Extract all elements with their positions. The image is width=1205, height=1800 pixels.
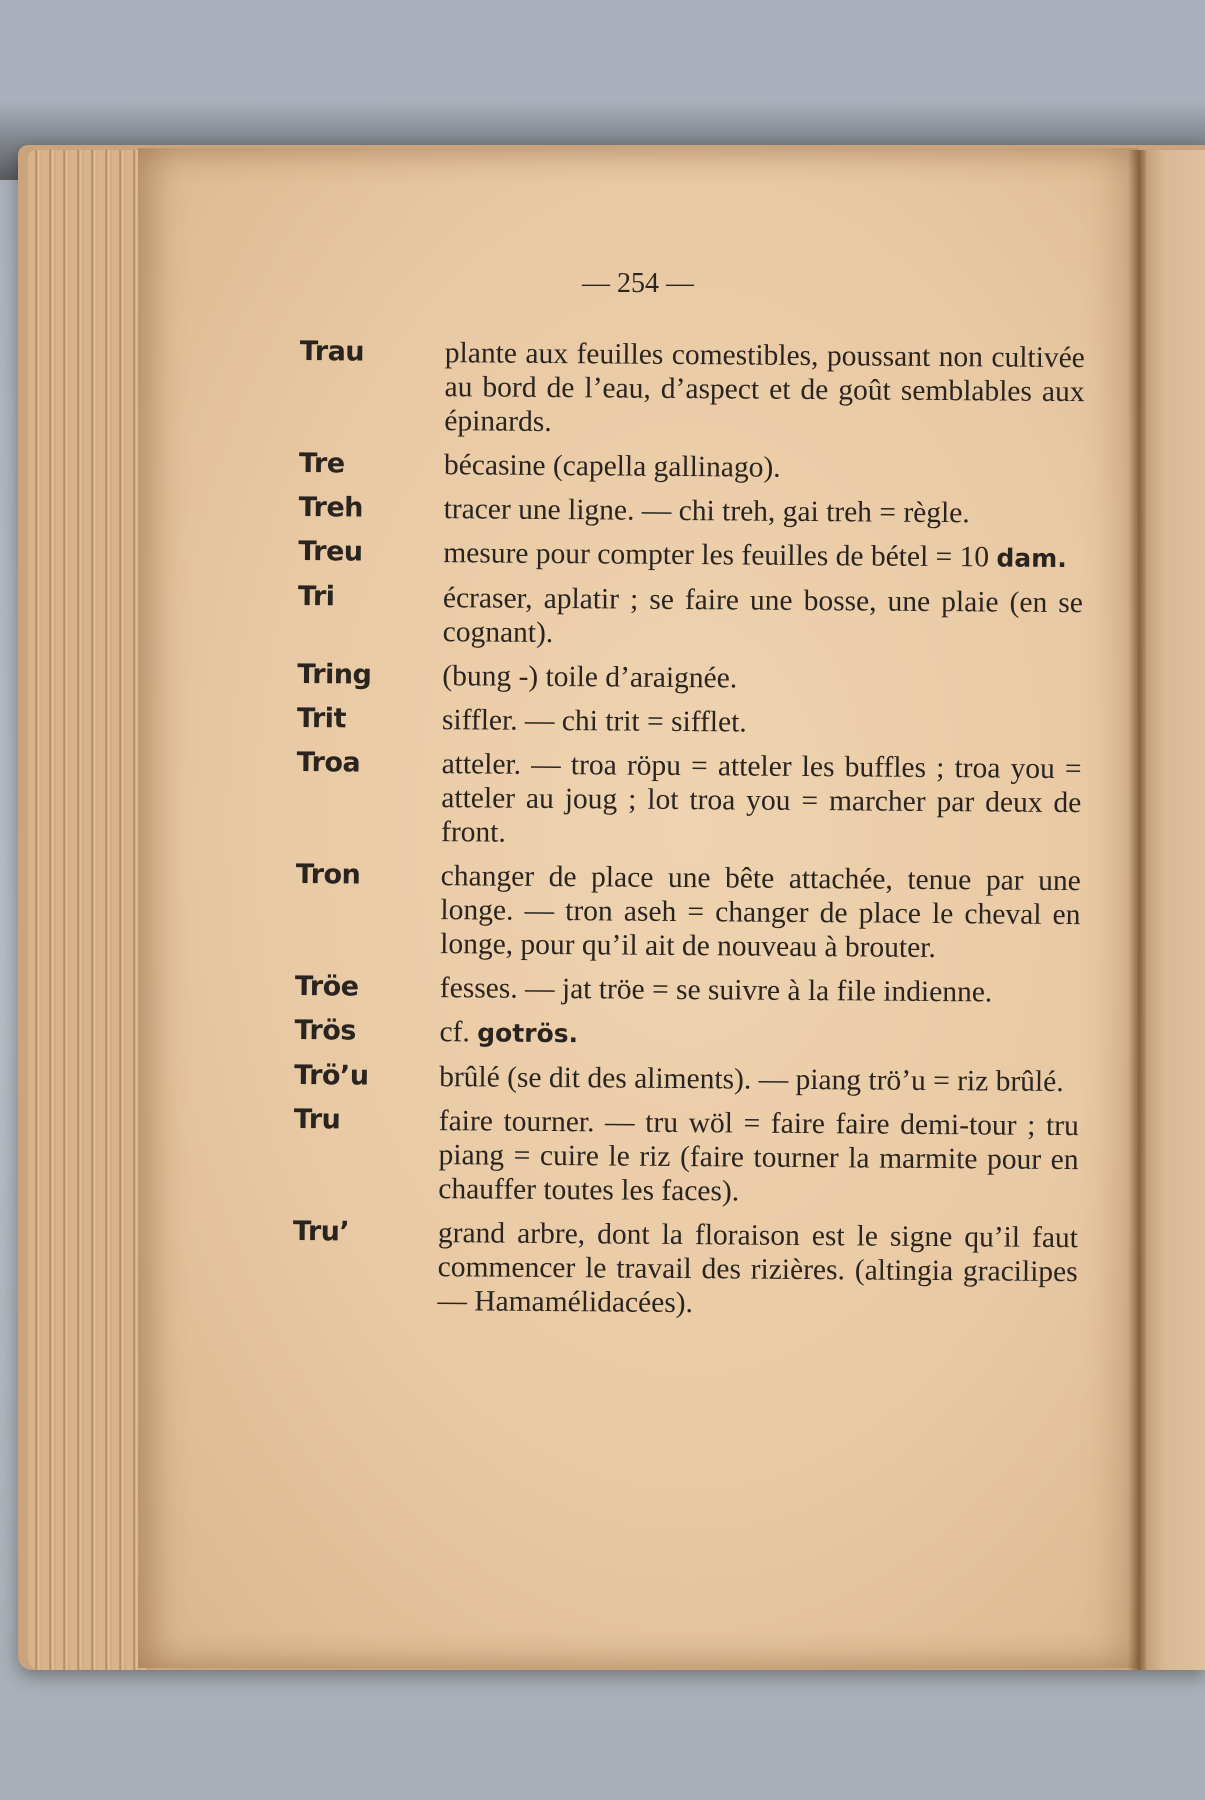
entry [298, 580, 1089, 654]
entry-term: Trös [294, 1014, 357, 1047]
entry-definition: changer de place une bête attachée, tenue par une longe. — tron aseh = changer de place le cheval en longe, pour qu’il ait de nouveau à brouter. [440, 860, 1081, 965]
facing-page [1138, 150, 1205, 1670]
page-number: — 254 — [582, 268, 694, 299]
entry-term: Tron [295, 858, 361, 891]
entry-definition-bold: gotrös. [477, 1018, 579, 1049]
entry-definition: tracer une ligne. — chi treh, gai treh = règle. [443, 493, 970, 530]
entry-definition-text: cf. [439, 1016, 470, 1049]
entry [295, 858, 1086, 966]
entry-definition: siffler. — chi trit = sifflet. [441, 704, 747, 739]
entry-term: Tri [297, 580, 335, 613]
entry-definition-text: mesure pour compter les feuilles de bétel = 10 [443, 537, 990, 574]
entry-term: Tre [298, 447, 345, 480]
entry [294, 1059, 1084, 1099]
entry [293, 1103, 1084, 1211]
entry [299, 335, 1090, 443]
entry-term: Trau [299, 335, 365, 368]
entry-definition: grand arbre, dont la floraison est le signe qu’il faut commencer le travail des rizières. (altingia gracilipes — Hamamélidacées). [437, 1217, 1079, 1320]
entry-definition-bold: dam. [996, 543, 1067, 574]
entry-definition: atteler. — troa röpu = atteler les buffles ; troa you = atteler au joug ; lot troa you = marcher par deux de front. [440, 748, 1082, 849]
entry [299, 491, 1089, 531]
entry-definition: écraser, aplatir ; se faire une bosse, une plaie (en se cognant). [442, 582, 1084, 649]
entry-term: Tru [293, 1103, 341, 1136]
entry [294, 1014, 1084, 1055]
entry-definition: (bung -) toile d’araignée. [442, 660, 738, 695]
entry [295, 970, 1085, 1010]
entry-definition: plante aux feuilles comestibles, poussant non cultivée au bord de l’eau, d’aspect et de goût semblables aux épinards. [444, 337, 1085, 438]
entry [299, 447, 1089, 487]
entry [298, 535, 1088, 576]
entry-definition [443, 536, 1083, 576]
entry-definition: fesses. — jat tröe = se suivre à la file indienne. [439, 972, 993, 1009]
entry-term: Treu [298, 535, 363, 568]
entry-term: Treh [298, 491, 364, 524]
entry-term: Tröe [294, 970, 359, 1003]
book-gutter [1128, 150, 1146, 1670]
entry-term: Trit [296, 702, 347, 735]
entry-term: Tru’ [292, 1215, 350, 1248]
entry [297, 658, 1087, 698]
entry-definition [439, 1015, 1079, 1055]
entry-definition: faire tourner. — tru wöl = faire faire demi-tour ; tru piang = cuire le riz (faire tourner la marmite pour en chauffer toutes les faces). [438, 1105, 1079, 1208]
entry-definition: brûlé (se dit des aliments). — piang trö’u = riz brûlé. [439, 1061, 1064, 1099]
entry [292, 1215, 1083, 1323]
entry [296, 746, 1087, 854]
entry-definition: bécasine (capella gallinago). [443, 449, 781, 484]
page-edges [28, 150, 148, 1670]
dictionary-entries [292, 335, 1090, 1333]
entry [297, 702, 1087, 742]
entry-term: Troa [296, 746, 361, 779]
entry-term: Trö’u [294, 1059, 369, 1092]
entry-term: Tring [297, 658, 372, 691]
